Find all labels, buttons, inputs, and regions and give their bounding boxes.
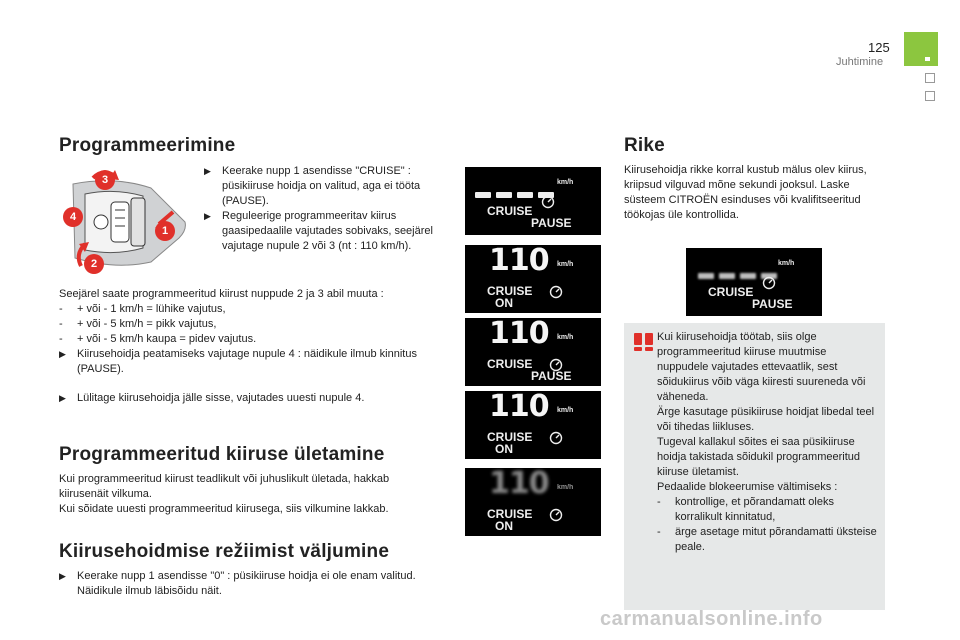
- section-title-exit: Kiirusehoidmise režiimist väljumine: [59, 541, 390, 562]
- chapter-tab: [904, 32, 938, 66]
- bullet-text: Reguleerige programmeeritav kiirus gaasipedaalile vajutades sobivaks, seejärel vajutage nupule 2 või 3 (nt : 110 km/h).: [222, 210, 433, 252]
- speed-unit: km/h: [557, 179, 574, 186]
- bullet-item: [59, 569, 439, 599]
- dash-text: kontrollige, et põrandamatt oleks korralikult kinnitatud,: [675, 496, 834, 523]
- bullet-text: Kiirusehoidja peatamiseks vajutage nupule 4 : näidikule ilmub kinnitus (PAUSE).: [77, 348, 417, 375]
- speedometer-icon: [549, 508, 563, 522]
- cruise-state: ON: [495, 296, 513, 310]
- warning-text: [657, 330, 879, 555]
- bullet-item: [204, 164, 454, 209]
- section-title-fault: Rike: [624, 135, 665, 156]
- speed-value: 110: [489, 245, 549, 278]
- dash-text: + või - 1 km/h = lühike vajutus,: [77, 303, 226, 315]
- speed-unit: km/h: [557, 484, 574, 491]
- display-cruise-on-blinking: [465, 468, 601, 536]
- dash-item: - + või - 5 km/h kaupa = pidev vajutus.: [59, 333, 257, 345]
- paragraph: Kui programmeeritud kiirust teadlikult või juhuslikult ületada, hakkab kiirusenäit vilkuma.: [59, 473, 390, 500]
- display-cruise-pause: [465, 318, 601, 386]
- warning-line: Tugeval kallakul sõites ei saa püsikiiruse hoidja takistada sõidukil programmeeritud kiiruse ületamist.: [657, 436, 860, 478]
- speedometer-icon: [549, 285, 563, 299]
- cruise-label: CRUISE: [487, 284, 533, 298]
- section-title-override: Programmeeritud kiiruse ületamine: [59, 444, 385, 465]
- override-text: [59, 472, 439, 517]
- speed-unit: km/h: [557, 407, 574, 414]
- cruise-label: CRUISE: [487, 507, 533, 521]
- dash-text: ärge asetage mitut põrandamatti üksteise peale.: [675, 526, 877, 553]
- bullet-text: Keerake nupp 1 asendisse "CRUISE" : püsikiiruse hoidja on valitud, aga ei tööta (PAUSE).: [222, 165, 421, 207]
- cruise-state: PAUSE: [752, 297, 793, 311]
- warning-exclamation-icon: [633, 332, 655, 352]
- cruise-state: PAUSE: [531, 369, 572, 383]
- cruise-state: PAUSE: [531, 216, 572, 230]
- fault-text: Kiirusehoidja rikke korral kustub mälus olev kiirus, kriipsud vilguvad mõne sekundi jooksul. Laske süsteem CITROËN esinduses või kvalifitseeritud töökojas üle kontrollida.: [624, 164, 867, 221]
- cruise-state: ON: [495, 519, 513, 533]
- nav-square: [925, 91, 935, 101]
- warning-note: [624, 323, 885, 610]
- watermark: carmanualsonline.info: [600, 608, 823, 630]
- speed-value: 110: [489, 318, 549, 351]
- callout-badge-1: 1: [155, 221, 175, 241]
- cruise-label: CRUISE: [487, 430, 533, 444]
- bullet-marker-icon: ▶: [59, 571, 66, 581]
- bullet-item: [59, 347, 449, 377]
- adjust-speed-block: [59, 287, 449, 406]
- display-cruise-pause-dashes: [465, 167, 601, 235]
- display-cruise-on-2: [465, 391, 601, 459]
- warning-line: Pedaalide blokeerumise vältimiseks :: [657, 481, 838, 493]
- warning-line: Ärge kasutage püsikiiruse hoidjat libedal teel või tihedas liikluses.: [657, 406, 875, 433]
- bullet-text: Lülitage kiirusehoidja jälle sisse, vajutades uuesti nupule 4.: [77, 392, 365, 404]
- paragraph: Seejärel saate programmeeritud kiirust nuppude 2 ja 3 abil muuta :: [59, 288, 384, 300]
- cruise-stalk-illustration: [55, 162, 195, 274]
- chapter-title: Juhtimine: [836, 56, 884, 68]
- display-fault-dashes: [686, 248, 822, 316]
- nav-square: [925, 73, 935, 83]
- dash-item: - + või - 5 km/h = pikk vajutus,: [59, 318, 217, 330]
- page-number: 125: [868, 40, 890, 55]
- cruise-label: CRUISE: [487, 357, 533, 371]
- speed-unit: km/h: [778, 260, 795, 267]
- cruise-label: CRUISE: [487, 204, 533, 218]
- bullet-marker-icon: ▶: [204, 166, 211, 176]
- bullet-item: [59, 391, 449, 406]
- dash-item: - + või - 1 km/h = lühike vajutus,: [59, 303, 226, 315]
- speed-value: 110: [489, 391, 549, 424]
- programming-steps: [204, 164, 454, 254]
- speed-unit: km/h: [557, 334, 574, 341]
- section-title-programming: Programmeerimine: [59, 135, 236, 156]
- warning-line: Kui kiirusehoidja töötab, siis olge programmeeritud kiiruse muutmise nuppudele vajutades ettevaatlik, sest sõidukiirus võib väga kiiresti suureneda või väheneda.: [657, 331, 866, 403]
- bullet-item: [204, 209, 454, 254]
- speed-unit: km/h: [557, 261, 574, 268]
- callout-badge-3: 3: [95, 170, 115, 190]
- speedometer-icon: [549, 358, 563, 372]
- speedometer-icon: [549, 431, 563, 445]
- dash-item: - kontrollige, et põrandamatt oleks korralikult kinnitatud,: [657, 496, 834, 523]
- paragraph: Kui sõidate uuesti programmeeritud kiirusega, siis vilkumine lakkab.: [59, 503, 389, 515]
- bullet-marker-icon: ▶: [204, 211, 211, 221]
- display-cruise-on: [465, 245, 601, 313]
- speed-value-blinking: 110: [489, 468, 549, 501]
- speedometer-icon: [541, 195, 555, 209]
- dash-text: + või - 5 km/h = pikk vajutus,: [77, 318, 217, 330]
- cruise-state: ON: [495, 442, 513, 456]
- exit-text: [59, 569, 439, 599]
- bullet-marker-icon: ▶: [59, 393, 66, 403]
- cruise-label: CRUISE: [708, 285, 754, 299]
- speedometer-icon: [762, 276, 776, 290]
- dash-item: - ärge asetage mitut põrandamatti üksteise peale.: [657, 526, 877, 553]
- callout-badge-4: 4: [63, 207, 83, 227]
- bullet-text: Keerake nupp 1 asendisse "0" : püsikiiruse hoidja ei ole enam valitud. Näidikule ilmub läbisõidu näit.: [77, 570, 416, 597]
- callout-badge-2: 2: [84, 254, 104, 274]
- dash-text: + või - 5 km/h kaupa = pidev vajutus.: [77, 333, 257, 345]
- bullet-marker-icon: ▶: [59, 349, 66, 359]
